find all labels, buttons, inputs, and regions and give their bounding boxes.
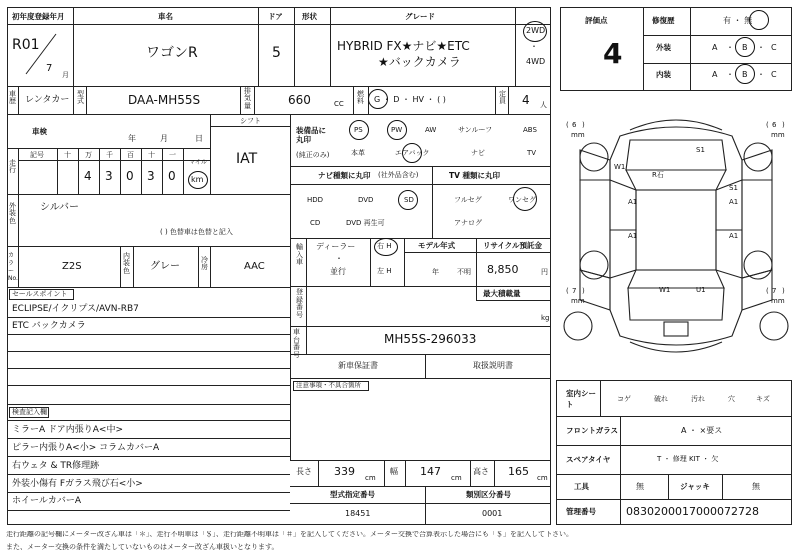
model-label: 車名 xyxy=(158,12,173,21)
import-label: 輸入車 xyxy=(296,243,303,267)
selling-point-0: ECLIPSE/イクリプス/AVN-RB7 xyxy=(12,304,139,314)
usage-value: レンタカー xyxy=(25,95,70,105)
drive-2wd: 2WD xyxy=(526,26,546,35)
spare-value: T ・ 修理 KIT ・ 欠 xyxy=(657,455,719,463)
nav-note: (社外品含む) xyxy=(378,171,419,179)
equip-abs: ABS xyxy=(523,126,537,134)
capacity-value: 4 xyxy=(522,93,530,107)
inspection-label: 車検 xyxy=(32,127,47,136)
mile-label: マイル xyxy=(189,159,207,166)
diagram-edge-7b: 7 xyxy=(772,287,777,295)
diagram-paren-bl-open: ( xyxy=(566,287,569,295)
type-designation-label: 型式指定番号 xyxy=(330,490,375,499)
equip-aw: AW xyxy=(425,126,437,134)
tools-label: 工具 xyxy=(574,482,589,491)
warranty-label: 新車保証書 xyxy=(338,361,378,370)
damage-mark-a1-left-rear: A1 xyxy=(628,232,638,240)
fuel-label: 燃料 xyxy=(357,90,364,106)
height-label: 高さ xyxy=(473,467,489,476)
repair-none-circle xyxy=(749,10,769,30)
registration-label: 登録番号 xyxy=(296,288,303,320)
inspector-line-2: 右ウェタ & TR修理跡 xyxy=(12,461,100,471)
ext-color-value: シルバー xyxy=(40,202,80,213)
spare-label: スペアタイヤ xyxy=(566,455,611,464)
interior-color-label: 内装色 xyxy=(123,252,130,275)
equip-navi: ナビ xyxy=(471,149,485,157)
tv-analog: アナログ xyxy=(454,219,482,227)
diagram-edge-mm-a: mm xyxy=(571,131,585,139)
import-right-h: 右 H xyxy=(377,242,392,250)
model-year-unit: 年 xyxy=(432,268,439,276)
diagram-paren-tr-close: ) xyxy=(782,121,785,129)
model-year-unknown: 不明 xyxy=(457,268,471,276)
interior-color-value: グレー xyxy=(150,261,180,272)
diagram-paren-br-open: ( xyxy=(766,287,769,295)
inspector-line-1: ピラー内張りA<小> コラムカバーA xyxy=(12,443,160,453)
mileage-digit-2: 0 xyxy=(126,169,134,183)
damage-note-stone: R石 xyxy=(652,171,664,179)
recycle-value: 8,850 xyxy=(487,263,519,276)
color-no-value: Z2S xyxy=(62,261,82,272)
import-left-h: 左 H xyxy=(377,267,392,275)
reg-month: 7 xyxy=(46,63,53,74)
capacity-unit: 人 xyxy=(540,101,547,109)
chassis-label: 車台番号 xyxy=(293,328,300,360)
max-load-unit: kg xyxy=(541,314,550,322)
diagram-paren-br-close: ) xyxy=(782,287,785,295)
ext-color-note: ( ) 色替車は色替と記入 xyxy=(160,228,233,236)
mileage-label: 走行 xyxy=(9,159,16,175)
cc-label: 排気量 xyxy=(244,87,251,110)
import-dot: ・ xyxy=(335,254,343,263)
equip-ps: PS xyxy=(354,126,363,134)
ext-color-label: 外装色 xyxy=(9,202,16,225)
repair-options: 有 ・ 無 xyxy=(723,16,753,25)
mgmt-label: 管理番号 xyxy=(566,507,596,516)
length-unit: cm xyxy=(365,474,376,482)
equip-airbag: エアバック xyxy=(395,149,430,157)
damage-mark-u1-rear: U1 xyxy=(696,286,706,294)
damage-mark-a1-left-front: A1 xyxy=(628,198,638,206)
inspector-line-4: ホイールカバーA xyxy=(12,496,81,506)
mileage-unit-5: 一 xyxy=(169,151,176,159)
ext-b-circle xyxy=(735,37,755,57)
damage-mark-w1-left: W1 xyxy=(614,163,626,171)
sheet-option-1: 破れ xyxy=(654,395,668,403)
int-dot-1: ・ xyxy=(726,70,734,79)
car-diagram xyxy=(560,100,792,372)
capacity-label: 定員 xyxy=(499,90,506,106)
width-label: 幅 xyxy=(390,467,398,476)
nav-cd: CD xyxy=(310,219,321,227)
max-load-label: 最大積載量 xyxy=(483,289,521,298)
mileage-unit-4: 十 xyxy=(148,151,155,159)
ext-dot-1: ・ xyxy=(726,43,734,52)
mileage-digit-3: 3 xyxy=(147,169,155,183)
ext-grade-b: B xyxy=(742,43,748,52)
damage-mark-a1-right: A1 xyxy=(729,198,739,206)
tv-label: TV 種類に丸印 xyxy=(449,171,501,180)
fuel-options: G ・ D ・ HV ・ ( ) xyxy=(374,95,446,104)
grade-line1: HYBRID FX★ナビ★ETC xyxy=(337,39,470,53)
repair-label: 修復歴 xyxy=(652,16,675,25)
sheet-option-0: コゲ xyxy=(617,395,631,403)
mgmt-value: 0830200017000072728 xyxy=(626,505,759,518)
int-dot-2: ・ xyxy=(757,70,765,79)
manual-label: 取扱説明書 xyxy=(473,361,513,370)
inspection-day-unit: 日 xyxy=(195,134,203,143)
equip-sunroof: サンルーフ xyxy=(458,126,493,134)
selling-point-1: ETC バックカメラ xyxy=(12,321,86,331)
equipment-sub-label: (純正のみ) xyxy=(296,151,330,159)
selling-points-label: セールスポイント xyxy=(12,290,68,298)
sheet-option-4: キズ xyxy=(756,395,770,403)
jack-value: 無 xyxy=(752,482,760,491)
recycle-label: リサイクル預託金 xyxy=(483,241,542,250)
windshield-label: フロントガラス xyxy=(566,426,619,435)
model-year-label: モデル年式 xyxy=(418,241,456,250)
damage-mark-s1-front: S1 xyxy=(696,146,705,154)
doors-value: 5 xyxy=(272,45,281,61)
type-designation-value: 18451 xyxy=(345,509,371,518)
recycle-unit: 円 xyxy=(541,268,548,276)
diagram-edge-7a: 7 xyxy=(572,287,577,295)
doors-label: ドア xyxy=(268,12,283,21)
tv-oneseg: ワンセグ xyxy=(508,196,536,204)
nav-dvd: DVD xyxy=(358,196,374,204)
ext-grade-a: A xyxy=(712,43,718,52)
mileage-digit-4: 0 xyxy=(168,169,176,183)
mileage-digit-0: 4 xyxy=(84,169,92,183)
usage-label: 車歴 xyxy=(9,90,16,106)
equipment-label: 装備品に丸印 xyxy=(296,126,326,144)
height-value: 165 xyxy=(508,465,529,478)
equip-tv: TV xyxy=(527,149,537,157)
inspector-line-3: 外装小傷有 Fガラス飛び石<小> xyxy=(12,479,143,489)
ac-value: AAC xyxy=(244,261,265,272)
score-label: 評価点 xyxy=(585,16,608,25)
type-value: DAA-MH55S xyxy=(128,93,201,107)
mileage-unit-1: 万 xyxy=(85,151,92,159)
nav-dvd-play: DVD 再生可 xyxy=(346,219,385,227)
diagram-edge-6a: 6 xyxy=(572,121,577,129)
diagram-paren-tl-open: ( xyxy=(566,121,569,129)
tools-value: 無 xyxy=(636,482,644,491)
grade-label: グレード xyxy=(405,12,435,21)
notes-label: 注意事項・不具合箇所 xyxy=(296,381,361,389)
damage-mark-a1-right-rear: A1 xyxy=(729,232,739,240)
int-grade-c: C xyxy=(771,70,777,79)
nav-hdd: HDD xyxy=(307,196,324,204)
reg-year: R01 xyxy=(12,37,40,53)
inspector-line-0: ミラーA ドア内張りA<中> xyxy=(12,425,123,435)
import-dealer: ディーラー xyxy=(316,242,356,251)
ext-grade-c: C xyxy=(771,43,777,52)
nav-label: ナビ種類に丸印 xyxy=(318,171,371,180)
cc-unit: CC xyxy=(334,100,344,108)
width-value: 147 xyxy=(420,465,441,478)
diagram-edge-mm-c: mm xyxy=(571,297,585,305)
footer-note-1: 走行距離の記号欄にメーター改ざん車は「＊」、走行不明車は「＄」、走行距離不明車は「＃」を記入してください。メーター交換で合算表示した場合にも「＄」を記入して下さい。 xyxy=(6,531,573,538)
width-unit: cm xyxy=(451,474,462,482)
mileage-digit-1: 3 xyxy=(105,169,113,183)
vehicle-name: ワゴンR xyxy=(146,45,198,61)
chassis-value: MH55S-296033 xyxy=(384,332,477,346)
mileage-unit-2: 千 xyxy=(106,151,113,159)
damage-mark-s1-right: S1 xyxy=(729,184,738,192)
type-label: 型式 xyxy=(77,90,84,106)
height-unit: cm xyxy=(537,474,548,482)
inspector-label: 検査記入欄 xyxy=(12,408,47,416)
int-b-circle xyxy=(735,64,755,84)
jack-label: ジャッキ xyxy=(680,482,710,491)
ext-dot-2: ・ xyxy=(757,43,765,52)
tv-fullseg: フルセグ xyxy=(454,196,482,204)
footer-note-2: また、メーター交換の条件を満たしていないものはメーター改ざん車扱いとなります。 xyxy=(6,543,279,551)
diagram-edge-mm-b: mm xyxy=(771,131,785,139)
category-value: 0001 xyxy=(482,509,503,518)
mileage-unit-3: 百 xyxy=(127,151,134,159)
category-label: 類別区分番号 xyxy=(466,490,511,499)
int-grade-a: A xyxy=(712,70,718,79)
exterior-grade-label: 外装 xyxy=(656,43,671,52)
drive-dot: ・ xyxy=(530,42,538,51)
length-label: 長さ xyxy=(296,467,312,476)
shift-value: IAT xyxy=(236,151,258,167)
equip-pw: PW xyxy=(391,126,403,134)
interior-sheet-label: 室内シート xyxy=(566,389,596,409)
diagram-edge-6b: 6 xyxy=(772,121,777,129)
interior-grade-label: 内装 xyxy=(656,70,671,79)
first-reg-label: 初年度登録年月 xyxy=(12,12,65,21)
damage-mark-w1-rear: W1 xyxy=(659,286,671,294)
import-parallel: 並行 xyxy=(330,267,346,276)
length-value: 339 xyxy=(334,465,355,478)
mileage-symbol-label: 記号 xyxy=(30,151,44,159)
color-no-label: カラーNo. xyxy=(8,252,18,283)
sheet-option-3: 穴 xyxy=(728,395,735,403)
mileage-unit-0: 十 xyxy=(64,151,71,159)
inspection-month-unit: 月 xyxy=(160,134,168,143)
diagram-paren-tl-close: ) xyxy=(582,121,585,129)
score-value: 4 xyxy=(603,37,623,70)
int-grade-b: B xyxy=(742,70,748,79)
inspection-year-unit: 年 xyxy=(128,134,136,143)
km-label: km xyxy=(191,175,204,184)
diagram-paren-tr-open: ( xyxy=(766,121,769,129)
nav-sd: SD xyxy=(404,196,414,204)
reg-month-unit: 月 xyxy=(62,71,69,79)
diagram-edge-mm-d: mm xyxy=(771,297,785,305)
shift-label: シフト xyxy=(240,117,261,125)
sheet-option-2: 汚れ xyxy=(691,395,705,403)
equip-leather: 本革 xyxy=(351,149,365,157)
shape-label: 形状 xyxy=(302,12,317,21)
diagram-paren-bl-close: ) xyxy=(582,287,585,295)
drive-4wd: 4WD xyxy=(526,57,546,66)
cc-value: 660 xyxy=(288,93,311,107)
windshield-value: A ・ ×要ス xyxy=(681,426,723,435)
ac-label: 冷房 xyxy=(201,256,208,272)
grade-line2: ★バックカメラ xyxy=(378,55,461,69)
